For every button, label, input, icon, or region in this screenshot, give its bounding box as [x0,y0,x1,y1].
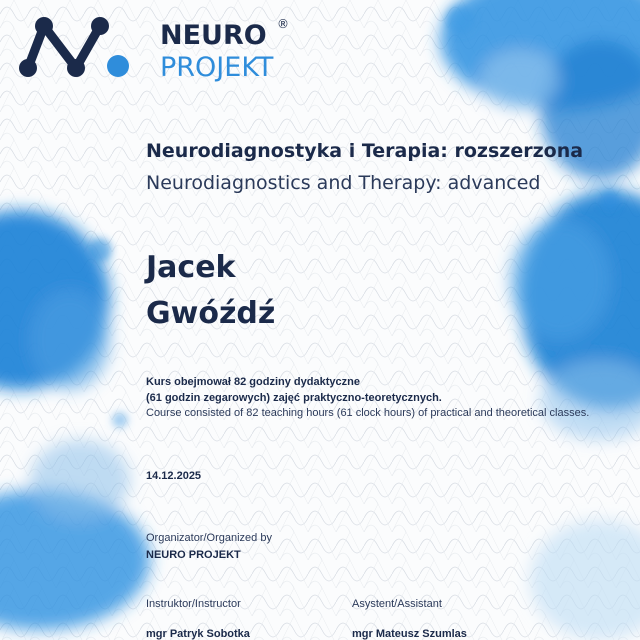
instructor-label: Instruktor/Instructor [146,598,241,610]
course-title-pl: Neurodiagnostyka i Terapia: rozszerzona [146,140,584,162]
neuro-logo-icon [14,10,136,82]
organizer-name: NEURO PROJEKT [146,549,241,561]
brand-name-line1: NEURO [160,20,267,51]
registered-mark: ® [277,17,289,31]
brand-name-line2: PROJEKT [160,52,274,83]
assistant-name: mgr Mateusz Szumlas [352,628,467,640]
instructor-name: mgr Patryk Sobotka [146,628,250,640]
description-en: Course consisted of 82 teaching hours (61 clock hours) of practical and theoretical classes. [146,407,590,419]
recipient-first-name: Jacek [146,250,236,285]
course-title-en: Neurodiagnostics and Therapy: advanced [146,172,541,194]
neuro-projekt-logo [14,10,304,82]
recipient-last-name: Gwóźdź [146,296,276,331]
description-pl-line1: Kurs obejmował 82 godziny dydaktyczne [146,376,360,388]
issue-date: 14.12.2025 [146,470,202,482]
organizer-label: Organizator/Organized by [146,532,272,544]
assistant-label: Asystent/Assistant [352,598,442,610]
description-pl-line2: (61 godzin zegarowych) zajęć praktyczno-teoretycznych. [146,392,442,404]
